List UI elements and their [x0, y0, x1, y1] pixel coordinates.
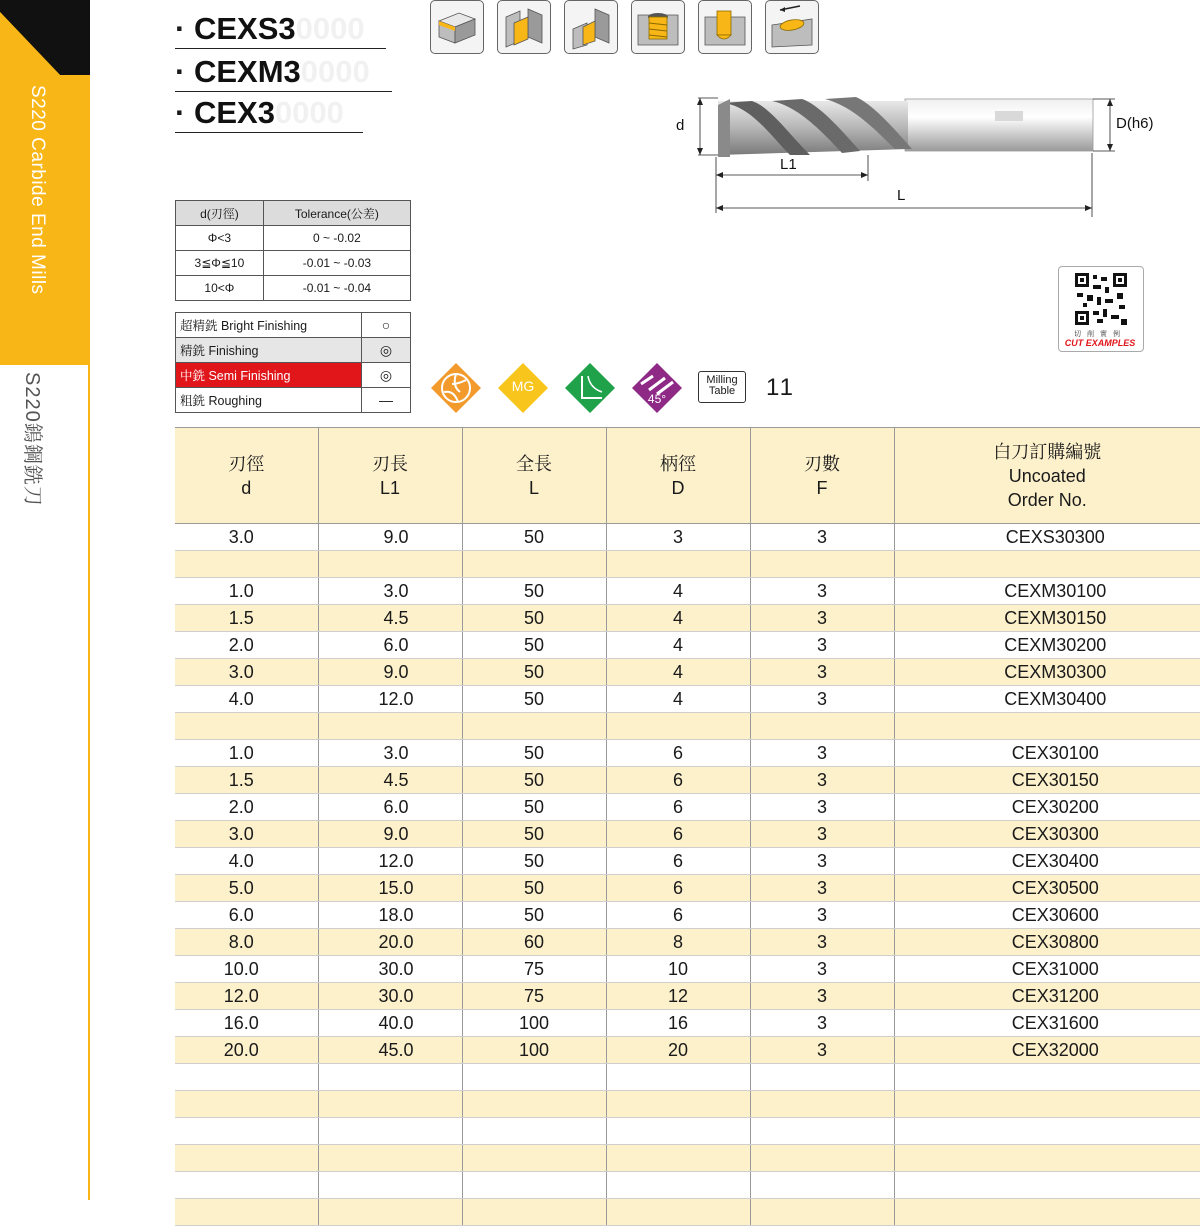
cell-l: 50: [462, 659, 606, 686]
cell-order-no: CEX30100: [894, 740, 1200, 767]
finishing-label-highlight: 中銑 Semi Finishing: [176, 363, 362, 388]
cell-flutes: 3: [750, 659, 894, 686]
cell-l1: 12.0: [318, 686, 462, 713]
table-row: [175, 605, 1200, 632]
cell-l: [462, 713, 606, 740]
helical-milling-icon: [631, 0, 685, 54]
series-title-cexm3: · CEXM30000: [175, 55, 370, 89]
cell-flutes: [750, 1172, 894, 1199]
cell-shank: 6: [606, 767, 750, 794]
cell-shank: 6: [606, 794, 750, 821]
cell-shank: 8: [606, 929, 750, 956]
table-row: [175, 983, 1200, 1010]
cell-flutes: 3: [750, 848, 894, 875]
cell-order-no: CEX31600: [894, 1010, 1200, 1037]
tolerance-range: 3≦Φ≦10: [176, 251, 264, 276]
cell-order-no: CEX30800: [894, 929, 1200, 956]
side-tab-corner: [0, 0, 90, 75]
table-row: [175, 1010, 1200, 1037]
cell-l1: [318, 1172, 462, 1199]
cell-shank: 6: [606, 875, 750, 902]
tolerance-range: 10<Φ: [176, 276, 264, 301]
cell-flutes: 3: [750, 578, 894, 605]
cell-order-no: CEX30300: [894, 821, 1200, 848]
cell-shank: 10: [606, 956, 750, 983]
table-row: [175, 713, 1200, 740]
table-row: [175, 1199, 1200, 1226]
cell-l1: 6.0: [318, 632, 462, 659]
cell-l1: [318, 1118, 462, 1145]
finishing-label: 精銑 Finishing: [176, 338, 362, 363]
cell-l1: 9.0: [318, 821, 462, 848]
cell-order-no: [894, 713, 1200, 740]
cell-order-no: [894, 551, 1200, 578]
cell-l: [462, 1199, 606, 1226]
table-header-row: [175, 428, 1200, 524]
cell-shank: [606, 1064, 750, 1091]
cell-l: 75: [462, 983, 606, 1010]
cell-flutes: [750, 551, 894, 578]
cell-d: [175, 713, 318, 740]
cell-flutes: 3: [750, 875, 894, 902]
cell-d: 2.0: [175, 794, 318, 821]
cell-l1: 30.0: [318, 983, 462, 1010]
cell-order-no: CEX30400: [894, 848, 1200, 875]
dim-D-label: D(h6): [1116, 115, 1154, 132]
cell-flutes: 3: [750, 686, 894, 713]
cell-flutes: [750, 1199, 894, 1226]
tolerance-header-tol: Tolerance(公差): [263, 201, 410, 226]
cell-shank: 20: [606, 1037, 750, 1064]
cell-l: 50: [462, 794, 606, 821]
cell-shank: 4: [606, 632, 750, 659]
cell-l: [462, 1064, 606, 1091]
table-row: [175, 929, 1200, 956]
cell-d: 3.0: [175, 659, 318, 686]
cell-l: [462, 1145, 606, 1172]
cell-l1: [318, 1199, 462, 1226]
tolerance-value: -0.01 ~ -0.04: [263, 276, 410, 301]
series-title-cex3: · CEX30000: [175, 96, 344, 130]
header-shank-diameter: 柄徑 D: [606, 428, 750, 524]
cell-d: [175, 1064, 318, 1091]
cell-l1: 20.0: [318, 929, 462, 956]
table-row: [175, 551, 1200, 578]
side-title-en: S220 Carbide End Mills: [27, 85, 48, 295]
cell-l: 50: [462, 632, 606, 659]
cell-flutes: 3: [750, 821, 894, 848]
cell-l1: 45.0: [318, 1037, 462, 1064]
cell-shank: 6: [606, 848, 750, 875]
cell-d: 1.0: [175, 740, 318, 767]
cell-order-no: [894, 1199, 1200, 1226]
cell-flutes: 3: [750, 794, 894, 821]
flute-type-icon: [430, 362, 482, 414]
milling-table-label: Milling Table: [706, 374, 738, 397]
cell-l: 50: [462, 821, 606, 848]
cell-flutes: 3: [750, 902, 894, 929]
finishing-table: [175, 312, 411, 413]
cell-order-no: CEX30200: [894, 794, 1200, 821]
table-row: [175, 902, 1200, 929]
cell-l: [462, 551, 606, 578]
cell-order-no: [894, 1064, 1200, 1091]
table-row: [175, 848, 1200, 875]
milling-table-icon: [698, 371, 746, 403]
cell-shank: 6: [606, 902, 750, 929]
cell-order-no: CEX31000: [894, 956, 1200, 983]
cell-d: 4.0: [175, 848, 318, 875]
cell-flutes: [750, 1118, 894, 1145]
cell-shank: 3: [606, 524, 750, 551]
cell-l1: [318, 1064, 462, 1091]
helix-angle-icon: [631, 362, 683, 414]
header-order-number: 白刀訂購編號 Uncoated Order No.: [894, 428, 1200, 524]
cell-l: [462, 1118, 606, 1145]
cell-shank: [606, 713, 750, 740]
cell-d: [175, 1199, 318, 1226]
cell-order-no: CEX30150: [894, 767, 1200, 794]
end-mill-drawing: [660, 85, 1170, 230]
cell-l1: 9.0: [318, 524, 462, 551]
cell-order-no: [894, 1091, 1200, 1118]
cell-flutes: 3: [750, 524, 894, 551]
series-title-cexs3: · CEXS30000: [175, 12, 365, 46]
cell-l1: 4.5: [318, 605, 462, 632]
cell-l1: 12.0: [318, 848, 462, 875]
step-milling-icon: [564, 0, 618, 54]
cell-l: 50: [462, 524, 606, 551]
mg-grade-icon: [497, 362, 549, 414]
cell-d: 8.0: [175, 929, 318, 956]
table-row: [175, 578, 1200, 605]
side-tab-line: [88, 365, 90, 1200]
cell-order-no: CEXM30300: [894, 659, 1200, 686]
dim-d-label: d: [676, 117, 685, 134]
cell-d: [175, 551, 318, 578]
cell-shank: 4: [606, 659, 750, 686]
table-row: [175, 794, 1200, 821]
cell-order-no: [894, 1145, 1200, 1172]
cell-l1: 9.0: [318, 659, 462, 686]
cell-l1: 40.0: [318, 1010, 462, 1037]
cell-order-no: CEX31200: [894, 983, 1200, 1010]
cell-l1: [318, 1145, 462, 1172]
cell-l: 50: [462, 875, 606, 902]
table-row: [175, 767, 1200, 794]
cell-l1: [318, 713, 462, 740]
cell-l: 100: [462, 1010, 606, 1037]
table-row: [175, 1145, 1200, 1172]
table-row: [175, 956, 1200, 983]
finishing-label: 粗銑 Roughing: [176, 388, 362, 413]
cell-order-no: CEXM30200: [894, 632, 1200, 659]
cell-shank: 6: [606, 740, 750, 767]
table-row: [175, 1091, 1200, 1118]
cell-flutes: 3: [750, 1037, 894, 1064]
cell-l: 60: [462, 929, 606, 956]
dim-L1-label: L1: [780, 156, 797, 173]
tolerance-header-d: d(刃徑): [176, 201, 264, 226]
tool-profile-icon: [564, 362, 616, 414]
cell-d: 4.0: [175, 686, 318, 713]
cell-l1: 6.0: [318, 794, 462, 821]
cell-shank: [606, 1172, 750, 1199]
table-row: [175, 524, 1200, 551]
cell-flutes: [750, 1064, 894, 1091]
cell-l: 50: [462, 740, 606, 767]
cell-flutes: [750, 1145, 894, 1172]
cell-shank: [606, 1145, 750, 1172]
cell-l: [462, 1091, 606, 1118]
cell-flutes: 3: [750, 1010, 894, 1037]
cell-flutes: [750, 713, 894, 740]
cell-shank: 6: [606, 821, 750, 848]
cell-d: 1.5: [175, 605, 318, 632]
cell-d: 16.0: [175, 1010, 318, 1037]
cell-l: 75: [462, 956, 606, 983]
cell-shank: [606, 1199, 750, 1226]
cell-l: 50: [462, 686, 606, 713]
cell-shank: [606, 1091, 750, 1118]
finishing-label: 超精銑 Bright Finishing: [176, 313, 362, 338]
side-tab: [0, 0, 90, 1200]
cell-shank: [606, 551, 750, 578]
cell-order-no: CEXS30300: [894, 524, 1200, 551]
table-row: [175, 659, 1200, 686]
cell-d: [175, 1145, 318, 1172]
specification-table: [175, 427, 1200, 1226]
cell-d: [175, 1172, 318, 1199]
cell-l: [462, 1172, 606, 1199]
cell-flutes: 3: [750, 929, 894, 956]
table-row: [175, 1172, 1200, 1199]
cell-d: 1.5: [175, 767, 318, 794]
table-row: [175, 686, 1200, 713]
cell-l: 50: [462, 578, 606, 605]
table-row: [175, 632, 1200, 659]
cell-shank: 12: [606, 983, 750, 1010]
cell-l1: 3.0: [318, 578, 462, 605]
header-flute-length: 刃長 L1: [318, 428, 462, 524]
cell-d: 12.0: [175, 983, 318, 1010]
cell-d: 2.0: [175, 632, 318, 659]
tolerance-value: -0.01 ~ -0.03: [263, 251, 410, 276]
table-row: [175, 1064, 1200, 1091]
cell-l1: 4.5: [318, 767, 462, 794]
cell-order-no: CEX30500: [894, 875, 1200, 902]
cell-d: 1.0: [175, 578, 318, 605]
cell-flutes: 3: [750, 632, 894, 659]
cell-order-no: CEXM30100: [894, 578, 1200, 605]
helix-angle-label: 45°: [647, 392, 667, 406]
cell-d: 3.0: [175, 524, 318, 551]
cell-order-no: CEXM30400: [894, 686, 1200, 713]
cell-shank: [606, 1118, 750, 1145]
cell-l1: [318, 1091, 462, 1118]
tolerance-range: Φ<3: [176, 226, 264, 251]
cell-d: [175, 1091, 318, 1118]
side-title-zh: S220鎢鋼銑刀: [21, 372, 43, 507]
cell-shank: 4: [606, 605, 750, 632]
finishing-mark: —: [362, 388, 411, 413]
cell-order-no: CEXM30150: [894, 605, 1200, 632]
cell-l: 50: [462, 848, 606, 875]
table-row: [175, 1037, 1200, 1064]
cell-flutes: 3: [750, 605, 894, 632]
ramping-milling-icon: [765, 0, 819, 54]
side-milling-icon: [497, 0, 551, 54]
cell-l1: [318, 551, 462, 578]
cell-shank: 4: [606, 686, 750, 713]
dim-L-label: L: [897, 187, 906, 204]
table-row: [175, 875, 1200, 902]
cell-l: 50: [462, 902, 606, 929]
finishing-mark: ◎: [362, 338, 411, 363]
cell-d: 20.0: [175, 1037, 318, 1064]
finishing-mark: ○: [362, 313, 411, 338]
cell-flutes: [750, 1091, 894, 1118]
cell-l: 50: [462, 605, 606, 632]
cell-d: 10.0: [175, 956, 318, 983]
cell-shank: 4: [606, 578, 750, 605]
mg-grade-label: MG: [511, 378, 535, 394]
cell-shank: 16: [606, 1010, 750, 1037]
qr-caption-zh: 切削實例: [1074, 331, 1126, 338]
header-flutes: 刃數 F: [750, 428, 894, 524]
finishing-mark: ◎: [362, 363, 411, 388]
cell-order-no: CEX32000: [894, 1037, 1200, 1064]
milling-table-number: 11: [766, 374, 795, 401]
cell-d: 6.0: [175, 902, 318, 929]
table-row: [175, 821, 1200, 848]
table-row: [175, 1118, 1200, 1145]
header-overall-length: 全長 L: [462, 428, 606, 524]
table-row: [175, 740, 1200, 767]
cell-l1: 3.0: [318, 740, 462, 767]
cell-l: 100: [462, 1037, 606, 1064]
cell-l1: 18.0: [318, 902, 462, 929]
qr-caption-en[interactable]: CUT EXAMPLES: [1064, 338, 1136, 348]
cell-flutes: 3: [750, 740, 894, 767]
cell-flutes: 3: [750, 983, 894, 1010]
tolerance-value: 0 ~ -0.02: [263, 226, 410, 251]
slot-milling-icon: [430, 0, 484, 54]
cell-l1: 15.0: [318, 875, 462, 902]
tolerance-table: [175, 200, 411, 301]
cell-flutes: 3: [750, 956, 894, 983]
cell-d: 3.0: [175, 821, 318, 848]
cell-l1: 30.0: [318, 956, 462, 983]
cell-d: 5.0: [175, 875, 318, 902]
cell-order-no: [894, 1118, 1200, 1145]
header-cutting-diameter: 刃徑 d: [175, 428, 318, 524]
cell-d: [175, 1118, 318, 1145]
cell-flutes: 3: [750, 767, 894, 794]
cell-order-no: [894, 1172, 1200, 1199]
cell-l: 50: [462, 767, 606, 794]
plunge-milling-icon: [698, 0, 752, 54]
cell-order-no: CEX30600: [894, 902, 1200, 929]
